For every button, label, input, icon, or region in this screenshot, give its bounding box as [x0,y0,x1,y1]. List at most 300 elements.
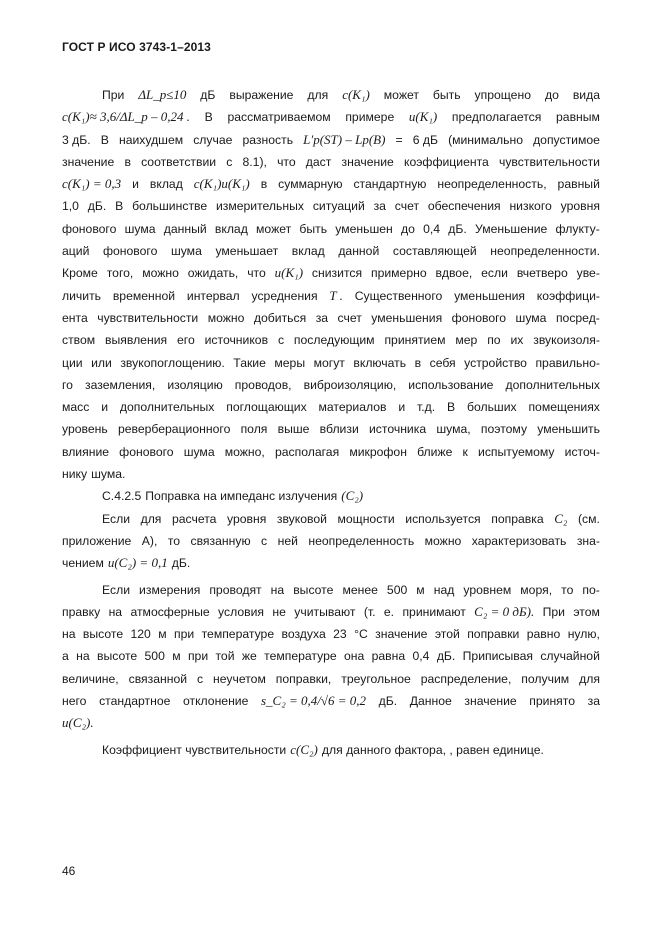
formula: c(K₁)u(K₁) [193,176,250,192]
word: чувствительности [498,154,600,169]
word: уровень [62,422,108,437]
word: Если [102,511,131,526]
formula: u(K₁) [274,265,304,281]
word: ции [62,355,83,370]
word: посред- [555,310,600,325]
word: даст [305,154,332,169]
word: при [187,649,209,664]
formula: c(C₂) [290,741,318,757]
word: правильно- [535,355,600,370]
text-line [62,262,600,284]
word: дополнительных [505,377,600,392]
word: фонового [102,244,158,259]
word: фонового [451,310,507,325]
word: уве- [576,266,600,281]
word: правку [62,604,101,619]
text-line [62,329,600,351]
word: случайной [540,649,600,664]
text-line [62,374,600,396]
word: разность [242,132,294,147]
text-line [62,508,600,530]
word: дБ. [378,694,398,709]
word: °С [354,627,368,642]
word: можно, [224,444,265,459]
word: поглощающих [226,400,307,415]
word: Коэффициент чувствительности [102,742,287,757]
word: вблизи [319,422,359,437]
word: равным [556,110,600,125]
word: источника [369,422,427,437]
word: воздуха [281,627,326,642]
formula: T . [329,287,343,303]
word: значение [341,154,394,169]
word: и [398,400,406,415]
word: температуре [264,649,337,664]
formula: u(C₂) = 0,1 [107,555,168,571]
word: ством [62,333,96,348]
word: до [544,88,559,102]
word: наихудшем [118,132,184,147]
word: ней [277,533,298,548]
word: дБ. [87,199,107,214]
formula: (C₂) [341,488,364,504]
text-line [62,552,600,574]
word: отклонение [182,694,249,709]
word: уровня [227,511,267,526]
word: в [260,177,268,192]
word: нулю, [567,627,600,642]
word: уменьшить [537,422,600,437]
word: этом [573,604,600,619]
word: С.4.2.5 [102,489,142,504]
word: неопределенности. [490,244,600,259]
word: изоляцию [167,377,223,392]
word: материалов [318,400,387,415]
word: характеризовать [471,533,567,548]
word: этой [434,627,460,642]
word: то [561,582,574,597]
word: ситуаций [312,199,365,214]
text-line [62,601,600,623]
word: для [307,88,329,102]
word: уменьшает [215,244,279,259]
word: В [100,132,109,147]
word: связанной [128,671,188,686]
text-line [62,668,600,690]
word: добиться [253,310,307,325]
word: высоте [82,627,124,642]
formula: L′p(ST) – Lp(B) [303,131,386,147]
formula: u(C₂). [62,715,94,731]
word: данной [338,244,380,259]
text-line [62,240,600,262]
word: суммарную [278,177,343,192]
formula: c(K₁) [342,87,370,102]
word: и [132,177,139,192]
word: обеспечения [427,199,501,214]
word: того, [106,266,134,281]
text-line [62,739,600,761]
word: устройство [464,355,527,370]
word: м [172,649,181,664]
word: на [270,582,285,597]
word: то [167,533,181,548]
formula: ΔL_p≤10 [138,87,187,102]
word: измерительных [215,199,304,214]
word: В [204,110,213,125]
word: помещениях [528,400,600,415]
word: равна [371,649,406,664]
word: источников [204,333,269,348]
word: больших [466,400,517,415]
text-line [62,463,600,485]
word: А), [141,533,158,548]
word: флукту- [555,221,600,236]
text-line [62,690,600,712]
word: на [108,604,123,619]
word: виброизоляцию, [303,377,397,392]
word: случае [193,132,233,147]
word: (см. [577,511,600,526]
word: фонового [119,444,174,459]
word: в [124,154,131,169]
text-line [62,530,600,552]
word: в [414,355,422,370]
text-line [62,441,600,463]
word: вклад [214,221,248,236]
formula: c(K₁) = 0,3 [62,176,122,192]
word: учитывают [294,604,356,619]
text-line [62,579,600,601]
word: над [433,582,455,597]
word: = [395,132,403,147]
word: атмосферные [130,604,210,619]
word: выше [277,422,310,437]
text-line [62,195,600,217]
word: по- [582,582,600,597]
word: допустимое [533,132,600,147]
word: высоте [293,582,334,597]
word: шума. [91,467,126,482]
formula: C₂ = 0 дБ). [474,603,535,619]
word: е. [383,604,395,619]
word: расчета [171,511,217,526]
word: (т. [363,604,376,619]
word: вчетверо [516,266,568,281]
word: на [76,649,90,664]
word: 0,4 [423,221,441,236]
word: поправки [467,627,520,642]
document-header: ГОСТ Р ИСО 3743-1–2013 [62,40,211,54]
word: неопределенность [308,533,415,548]
word: интервал [186,288,240,303]
word: зна- [576,533,600,548]
word: т.д. [417,400,436,415]
word: с [226,154,233,169]
word: чением [62,556,104,571]
word: м [158,627,167,642]
word: если [481,266,508,281]
word: неучетом [213,671,266,686]
word: используется [405,511,481,526]
word: распределение, [420,671,512,686]
word: использование [408,377,494,392]
formula: u(K₁) [408,109,438,125]
word: шума, [436,422,471,437]
text-line [62,485,600,507]
word: уменьшения [454,288,525,303]
word: принято [529,694,576,709]
word: чувствительности [97,310,199,325]
text-line [62,418,600,440]
word: коэффици- [536,288,600,303]
word: нику [62,467,88,482]
word: заземления, [85,377,156,392]
word: последующим [293,333,375,348]
word: значение [464,694,517,709]
word: влияние [62,444,110,459]
word: их [510,333,524,348]
formula: c(K₁)≈ 3,6/ΔL_p – 0,24 . [62,109,190,125]
word: 120 [130,627,151,642]
text-line [62,712,600,734]
word: и [101,400,109,415]
word: шума [183,444,215,459]
word: за [315,310,329,325]
word: высоте [96,649,138,664]
word: с [261,533,268,548]
word: соответствии [141,154,217,169]
word: (минимально [448,132,523,147]
word: вклад [149,177,183,192]
word: принимают [402,604,466,619]
word: поправка [491,511,544,526]
word: звукоизоля- [533,333,600,348]
word: испытуемому [478,444,555,459]
word: до [401,221,415,236]
word: получим [521,671,570,686]
word: за [587,694,600,709]
word: поэтому [480,422,528,437]
word: поля [240,422,268,437]
word: связанную [190,533,251,548]
word: дБ. [171,556,191,571]
word: мер [455,333,478,348]
word: можно [142,266,179,281]
word: на [62,627,76,642]
word: приложение [62,533,132,548]
word: 500 [144,649,165,664]
word: треугольное [341,671,411,686]
word: значение [62,154,115,169]
word: а [62,649,69,664]
word: неопределенность, [437,177,547,192]
word: меры [274,355,306,370]
word: личить [62,288,102,303]
text-line [62,396,600,418]
word: с [197,671,204,686]
word: значение [375,627,428,642]
word: для [579,671,600,686]
word: 0,4 [412,649,430,664]
word: дБ. [436,649,456,664]
word: быть [432,88,461,102]
word: или [91,355,112,370]
word: источ- [564,444,600,459]
word: проводов, [234,377,292,392]
word: проводят [209,582,262,597]
word: за [373,199,386,214]
word: м [416,582,425,597]
text-line [62,645,600,667]
word: не [272,604,286,619]
word: звукопоглощению. [120,355,225,370]
word: Приписывая [462,649,533,664]
text-line [62,623,600,645]
word: реверберационного [117,422,231,437]
word: его [176,333,195,348]
word: условия [218,604,265,619]
word: уровнем [463,582,512,597]
word: 6 дБ [412,132,438,147]
word: с [277,333,285,348]
word: Поправка на импеданс излучения [145,489,338,504]
word: шума [170,244,202,259]
text-line [62,84,600,106]
word: него [62,694,87,709]
text-line [62,218,600,240]
word: стандартное [99,694,171,709]
word: дополнительных [119,400,215,415]
word: микрофон [349,444,407,459]
word: аций [62,244,90,259]
word: счет [394,199,420,214]
word: измерения [139,582,201,597]
word: Существенного [354,288,443,303]
word: включать [353,355,407,370]
word: примерно [370,266,427,281]
word: В [446,400,456,415]
word: себя [429,355,456,370]
word: Данное [409,694,452,709]
word: 1,0 [62,199,79,214]
word: масс [62,400,90,415]
word: Уменьшение [475,221,548,236]
word: по [487,333,501,348]
word: же [241,649,257,664]
document-body [62,84,600,761]
word: ближе [417,444,453,459]
word: 500 [386,582,408,597]
word: При [542,604,565,619]
word: шума [515,310,547,325]
word: моря, [520,582,553,597]
word: При [102,88,125,102]
text-line [62,173,600,195]
word: может [383,88,419,102]
word: данный [163,221,207,236]
word: мощности [337,511,395,526]
word: можно [424,533,462,548]
word: вдвое, [435,266,473,281]
word: уменьшения [371,310,443,325]
word: дБ [200,88,216,102]
word: го [62,377,73,392]
word: стандартную [353,177,427,192]
text-line [62,352,600,374]
word: В [115,199,124,214]
word: можно [207,310,245,325]
word: коэффициента [403,154,489,169]
word: может [256,221,292,236]
word: той [215,649,235,664]
word: низкого [509,199,552,214]
word: фонового [62,221,117,236]
word: вклад [291,244,325,259]
word: выражение [229,88,294,102]
word: она [343,649,365,664]
word: составляющей [392,244,477,259]
word: быть [299,221,328,236]
text-line [62,129,600,151]
word: усреднения [251,288,318,303]
word: температуре [201,627,275,642]
word: Кроме [62,266,98,281]
word: предполагается [451,110,542,125]
word: ожидать, [187,266,239,281]
word: звуковой [276,511,327,526]
word: 3 дБ. [62,132,91,147]
word: Если [102,582,131,597]
page-number: 46 [62,864,76,878]
word: примере [345,110,395,125]
word: шума [124,221,156,236]
word: величине, [62,671,119,686]
text-line [62,307,600,329]
word: вида [572,88,600,102]
word: равный [557,177,600,192]
word: могут [313,355,345,370]
text-line [62,151,600,173]
word: располагая [274,444,340,459]
word: дБ. [448,221,467,236]
formula: C₂ [554,510,568,526]
text-line [62,106,600,128]
formula: s_C₂ = 0,4/√6 = 0,2 [261,693,367,709]
word: менее [342,582,378,597]
word: Такие [233,355,266,370]
word: поправки, [275,671,332,686]
word: уменьшен [335,221,393,236]
word: рассматриваемом [227,110,331,125]
word: что [277,154,296,169]
word: временной [112,288,176,303]
word: большинстве [132,199,208,214]
word: 8.1), [242,154,267,169]
word: ента [62,310,88,325]
word: упрощено [474,88,531,102]
word: для [140,511,162,526]
word: выявления [105,333,168,348]
word: для данного фактора, , равен единице. [321,742,544,757]
word: счет [337,310,362,325]
word: при [174,627,195,642]
word: к [462,444,468,459]
word: равно [526,627,561,642]
word: снизится [311,266,363,281]
word: уровня [560,199,600,214]
text-line [62,285,600,307]
